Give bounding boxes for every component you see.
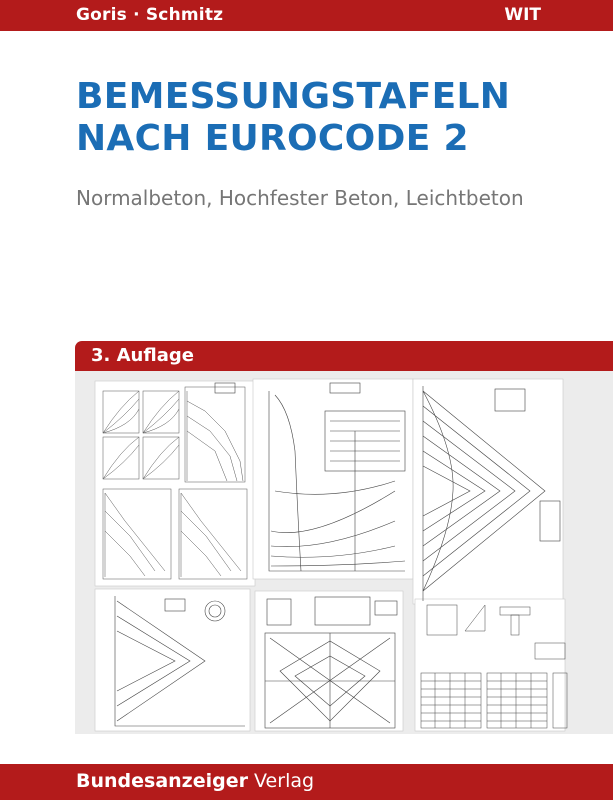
publisher-regular: Verlag <box>248 770 315 792</box>
publisher-name <box>76 770 314 792</box>
sheet-top-right <box>413 379 563 604</box>
sheet-top-middle <box>253 379 413 579</box>
edition-label: 3. Auflage <box>91 345 194 366</box>
edition-bar <box>75 341 613 371</box>
top-bar <box>0 0 613 31</box>
book-title <box>76 76 510 160</box>
chart-collage <box>75 371 613 734</box>
title-line-1: BEMESSUNGSTAFELN <box>76 76 511 117</box>
publisher-bold: Bundesanzeiger <box>76 770 248 792</box>
title-line-2: NACH EUROCODE 2 <box>76 118 469 159</box>
bottom-bar <box>0 764 613 800</box>
sheet-bottom-right <box>415 599 565 731</box>
authors: Goris · Schmitz <box>76 5 224 25</box>
series-label: WIT <box>504 5 541 25</box>
sheet-top-left <box>95 381 255 586</box>
book-subtitle: Normalbeton, Hochfester Beton, Leichtbeton <box>76 186 524 210</box>
chart-collage-illustration <box>75 371 613 734</box>
sheet-bottom-middle <box>255 591 403 731</box>
